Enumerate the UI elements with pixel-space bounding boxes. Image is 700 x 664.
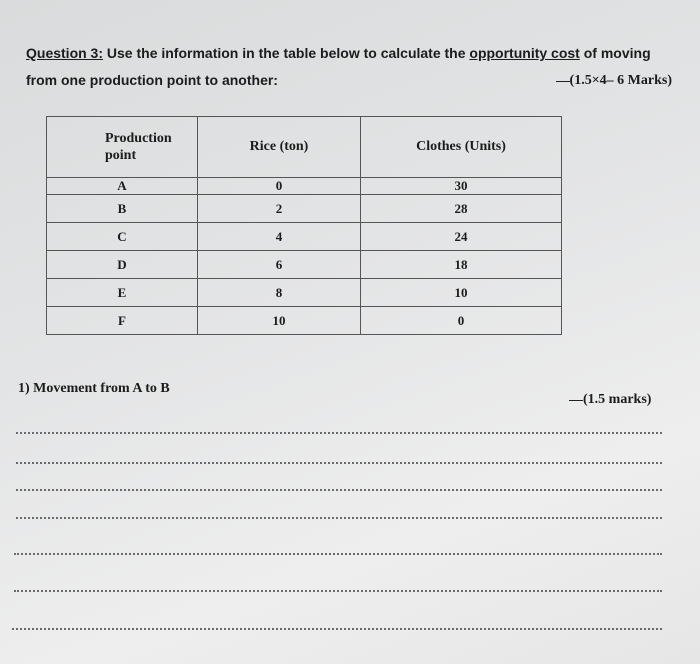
answer-line <box>14 553 662 555</box>
cell-rice: 6 <box>198 251 361 279</box>
subquestion-label: 1) Movement from A to B <box>18 381 170 396</box>
table-row <box>47 223 562 251</box>
cell-clothes: 10 <box>361 279 562 307</box>
cell-clothes: 24 <box>361 223 562 251</box>
cell-rice: 8 <box>198 279 361 307</box>
question-text-part2: of moving <box>583 45 651 61</box>
table-row <box>47 251 562 279</box>
cell-clothes: 30 <box>361 178 562 195</box>
cell-rice: 10 <box>198 307 361 335</box>
question-text-line2: from one production point to another: <box>26 72 278 88</box>
question-label: Question 3: <box>26 45 104 61</box>
subquestion-marks: (1.5 marks) <box>569 392 651 408</box>
answer-line <box>16 432 662 434</box>
cell-point: A <box>47 178 198 195</box>
table-row <box>47 195 562 223</box>
production-table <box>46 116 562 335</box>
table-row <box>47 178 562 195</box>
table-row <box>47 279 562 307</box>
answer-line <box>16 462 662 464</box>
cell-clothes: 18 <box>361 251 562 279</box>
header-production-point: Production point <box>47 117 198 178</box>
cell-point: D <box>47 251 198 279</box>
cell-clothes: 28 <box>361 195 562 223</box>
question-heading <box>26 40 676 94</box>
cell-point: F <box>47 307 198 335</box>
cell-rice: 4 <box>198 223 361 251</box>
question-underlined-term: opportunity cost <box>469 45 580 61</box>
cell-point: E <box>47 279 198 307</box>
cell-point: B <box>47 195 198 223</box>
question-marks: (1.5×4– 6 Marks) <box>556 67 672 94</box>
answer-line <box>16 489 662 491</box>
cell-rice: 0 <box>198 178 361 195</box>
answer-line <box>16 517 662 519</box>
cell-point: C <box>47 223 198 251</box>
header-clothes: Clothes (Units) <box>361 117 562 178</box>
table-header-row <box>47 117 562 178</box>
table-row <box>47 307 562 335</box>
cell-rice: 2 <box>198 195 361 223</box>
cell-clothes: 0 <box>361 307 562 335</box>
answer-line <box>12 628 662 630</box>
header-rice: Rice (ton) <box>198 117 361 178</box>
question-text-part1: Use the information in the table below to calculate the <box>106 45 466 61</box>
answer-line <box>14 590 662 592</box>
